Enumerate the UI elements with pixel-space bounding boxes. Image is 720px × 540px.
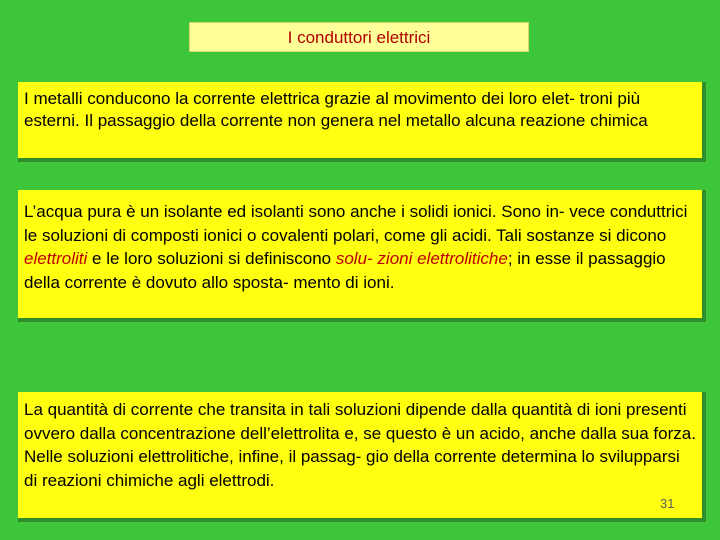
- paragraph-water-solutions: [18, 190, 706, 322]
- slide-title: I conduttori elettrici: [189, 22, 529, 52]
- paragraph-metals-text: I metalli conducono la corrente elettrica grazie al movimento dei loro elet- troni più esterni. Il passaggio della corrente non genera nel metallo alcuna reazione chimica: [24, 89, 648, 130]
- paragraph-current-quantity: [18, 392, 706, 522]
- paragraph-metals: [18, 82, 706, 162]
- paragraph-current-text: La quantità di corrente che transita in tali soluzioni dipende dalla quantità di ioni presenti ovvero dalla concentrazione dell’elettrolita e, se questo è un acido, anche dalla sua forza. Nelle soluzioni elettrolitiche, infine, il passag- gio della corrente determina lo svilupparsi di reazioni chimiche agli elettrodi.: [24, 400, 696, 490]
- term-soluzioni-elettrolitiche: solu- zioni elettrolitiche: [335, 249, 508, 268]
- paragraph-water-text-1: L’acqua pura è un isolante ed isolanti sono anche i solidi ionici. Sono in- vece conduttrici le soluzioni di composti ionici o covalenti polari, come gli acidi. Tali sostanze si dicono: [24, 202, 688, 245]
- paragraph-water-text-2: e le loro soluzioni si definiscono: [87, 249, 336, 268]
- page-number: 31: [660, 496, 675, 511]
- paragraph-water-text-3: ; in esse il passaggio della corrente è dovuto allo sposta- mento di ioni.: [24, 249, 666, 292]
- term-elettroliti: elettroliti: [24, 249, 88, 268]
